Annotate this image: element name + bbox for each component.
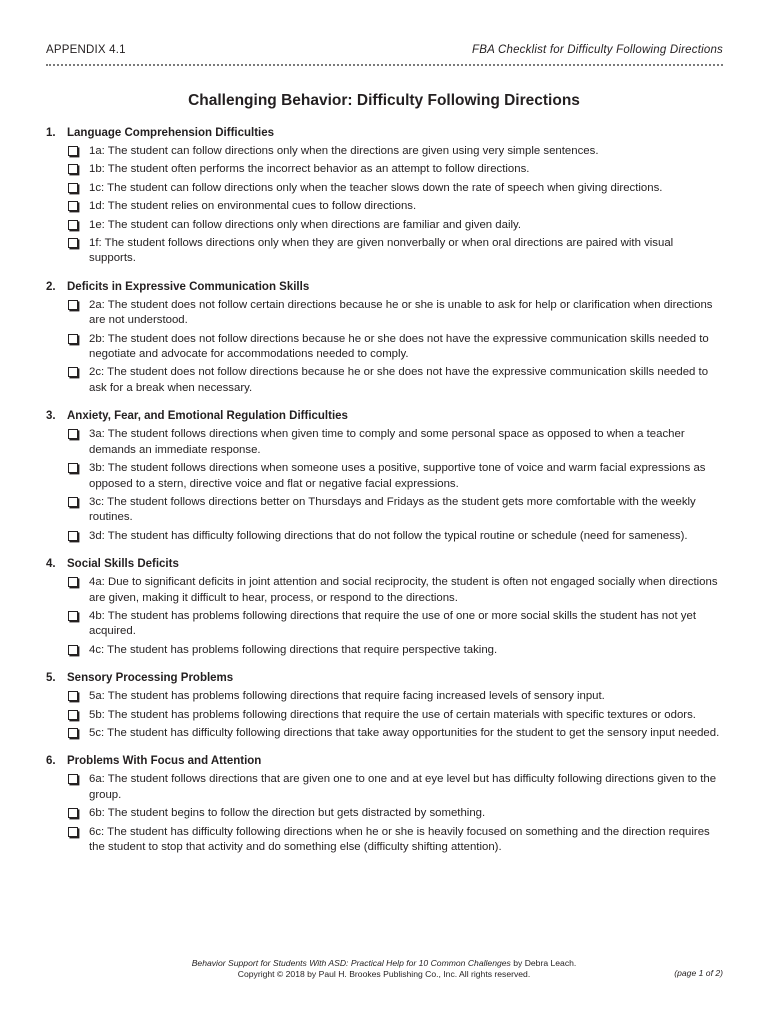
- checklist-item: [46, 575, 723, 606]
- checkbox-icon[interactable]: [68, 367, 78, 377]
- checklist-section: [46, 557, 723, 658]
- section-heading: [46, 280, 723, 294]
- section-number: 1.: [46, 127, 56, 139]
- checklist: [46, 126, 723, 868]
- running-title: FBA Checklist for Difficulty Following Directions: [472, 44, 723, 56]
- checklist-item: [46, 162, 723, 177]
- section-heading: [46, 671, 723, 685]
- footer-citation: [0, 958, 768, 969]
- checkbox-icon[interactable]: [68, 497, 78, 507]
- checkbox-icon[interactable]: [68, 429, 78, 439]
- footer-book-title: Behavior Support for Students With ASD: Practical Help for 10 Common Challenges: [191, 958, 511, 968]
- checklist-item: [46, 427, 723, 458]
- checklist-item-text: 6b: The student begins to follow the direction but gets distracted by something.: [89, 807, 486, 820]
- section-number: 5.: [46, 672, 56, 685]
- checklist-item-text: 4c: The student has problems following directions that require perspective taking.: [89, 643, 498, 656]
- checklist-item-text: 1b: The student often performs the incorrect behavior as an attempt to follow directions.: [89, 163, 530, 176]
- checklist-item: [46, 181, 723, 196]
- checklist-item: [46, 365, 723, 396]
- checklist-item: [46, 461, 723, 492]
- page-header: [46, 44, 723, 56]
- checklist-item: [46, 144, 723, 159]
- section-title: Sensory Processing Problems: [67, 672, 234, 685]
- section-heading: [46, 126, 723, 140]
- footer-copyright: Copyright © 2018 by Paul H. Brookes Publishing Co., Inc. All rights reserved.: [237, 969, 531, 979]
- checklist-item: [46, 806, 723, 821]
- checkbox-icon[interactable]: [68, 611, 78, 621]
- page-footer: [0, 958, 768, 980]
- checkbox-icon[interactable]: [68, 300, 78, 310]
- checkbox-icon[interactable]: [68, 183, 78, 193]
- checklist-item: [46, 708, 723, 723]
- checkbox-icon[interactable]: [68, 201, 78, 211]
- checklist-item-text: 2a: The student does not follow certain directions because he or she is unable to ask for help or clarification when directions are not understood.: [89, 298, 713, 327]
- checkbox-icon[interactable]: [68, 164, 78, 174]
- section-number: 6.: [46, 755, 56, 768]
- checklist-item: [46, 495, 723, 526]
- checkbox-icon[interactable]: [68, 577, 78, 587]
- checklist-item-text: 3c: The student follows directions better on Thursdays and Fridays as the student gets more comfortable with the weekly routines.: [89, 495, 696, 524]
- checkbox-icon[interactable]: [68, 710, 78, 720]
- section-heading: [46, 754, 723, 768]
- checklist-item: [46, 218, 723, 233]
- section-title: Social Skills Deficits: [67, 558, 179, 571]
- checkbox-icon[interactable]: [68, 691, 78, 701]
- checklist-item: [46, 199, 723, 214]
- checklist-item-text: 4b: The student has problems following directions that require the use of one or more social skills the student has not yet acquired.: [89, 609, 696, 638]
- footer-author: by Debra Leach.: [510, 958, 577, 968]
- checkbox-icon[interactable]: [68, 774, 78, 784]
- checklist-item-text: 6c: The student has difficulty following directions when he or she is heavily focused on something and the direction requires the student to stop that activity and do something else (difficulty shifting attention).: [89, 825, 710, 853]
- checklist-item-text: 1e: The student can follow directions only when directions are familiar and given daily.: [89, 218, 522, 231]
- checklist-section: [46, 126, 723, 267]
- checkbox-icon[interactable]: [68, 645, 78, 655]
- checklist-item: [46, 689, 723, 704]
- section-number: 2.: [46, 280, 56, 293]
- checklist-item-text: 5c: The student has difficulty following directions that take away opportunities for the student to get the sensory input needed.: [89, 726, 720, 739]
- checklist-item: [46, 332, 723, 363]
- section-title: Problems With Focus and Attention: [67, 755, 262, 768]
- section-heading: [46, 409, 723, 423]
- checklist-items: [46, 298, 723, 396]
- checkbox-icon[interactable]: [68, 334, 78, 344]
- checklist-item-text: 5a: The student has problems following directions that require facing increased levels of sensory input.: [89, 690, 605, 703]
- checklist-items: [46, 427, 723, 544]
- checklist-item-text: 6a: The student follows directions that are given one to one and at eye level but has difficulty following directions given to the group.: [89, 773, 717, 801]
- checklist-item-text: 3d: The student has difficulty following directions that do not follow the typical routine or schedule (need for sameness).: [89, 529, 688, 542]
- checklist-item: [46, 643, 723, 658]
- checkbox-icon[interactable]: [68, 146, 78, 156]
- checklist-item: [46, 726, 723, 741]
- checkbox-icon[interactable]: [68, 238, 78, 248]
- checklist-section: [46, 409, 723, 544]
- checklist-item: [46, 825, 723, 856]
- checkbox-icon[interactable]: [68, 220, 78, 230]
- checklist-item-text: 5b: The student has problems following directions that require the use of certain materials with specific textures or odors.: [89, 708, 696, 721]
- checklist-item: [46, 236, 723, 267]
- checklist-section: [46, 671, 723, 741]
- checklist-item-text: 3b: The student follows directions when someone uses a positive, supportive tone of voice and warm facial expressions as opposed to a stern, directive voice and flat or negative facial expressions.: [89, 462, 706, 490]
- checklist-item: [46, 529, 723, 544]
- checklist-items: [46, 144, 723, 267]
- checklist-section: [46, 280, 723, 396]
- section-title: Language Comprehension Difficulties: [67, 127, 275, 139]
- checkbox-icon[interactable]: [68, 531, 78, 541]
- checklist-item-text: 1d: The student relies on environmental cues to follow directions.: [89, 200, 417, 213]
- checklist-section: [46, 754, 723, 855]
- section-number: 4.: [46, 558, 56, 571]
- page-number: (page 1 of 2): [674, 968, 723, 978]
- checklist-item-text: 1f: The student follows directions only when they are given nonverbally or when oral directions are paired with visual supports.: [89, 237, 674, 265]
- checklist-item-text: 2b: The student does not follow directions because he or she does not have the expressive communication skills needed to negotiate and advocate for accommodations needed to comply.: [89, 332, 709, 361]
- checklist-item: [46, 609, 723, 640]
- checklist-item: [46, 772, 723, 803]
- checklist-item-text: 1c: The student can follow directions only when the teacher slows down the rate of speech when giving directions.: [89, 181, 663, 194]
- checkbox-icon[interactable]: [68, 728, 78, 738]
- checklist-item-text: 3a: The student follows directions when given time to comply and some personal space as opposed to when a teacher demands an immediate response.: [89, 428, 685, 456]
- checklist-items: [46, 575, 723, 658]
- checklist-item-text: 1a: The student can follow directions only when the directions are given using very simple sentences.: [89, 145, 599, 157]
- checklist-item-text: 4a: Due to significant deficits in joint attention and social reciprocity, the student is often not engaged socially when directions are given, making it difficult to hear, process, or respond to the directions.: [89, 576, 718, 604]
- checklist-item-text: 2c: The student does not follow directions because he or she does not have the expressive communication skills needed to ask for a break when necessary.: [89, 366, 709, 394]
- checklist-item: [46, 298, 723, 329]
- appendix-label: APPENDIX 4.1: [46, 44, 126, 56]
- header-divider: [46, 64, 723, 66]
- section-heading: [46, 557, 723, 571]
- checkbox-icon[interactable]: [68, 827, 78, 837]
- checkbox-icon[interactable]: [68, 808, 78, 818]
- section-number: 3.: [46, 410, 56, 423]
- page-title: Challenging Behavior: Difficulty Following Directions: [188, 92, 580, 109]
- checklist-items: [46, 772, 723, 855]
- checkbox-icon[interactable]: [68, 463, 78, 473]
- checklist-items: [46, 689, 723, 741]
- section-title: Deficits in Expressive Communication Skills: [67, 280, 310, 293]
- section-title: Anxiety, Fear, and Emotional Regulation Difficulties: [67, 410, 348, 423]
